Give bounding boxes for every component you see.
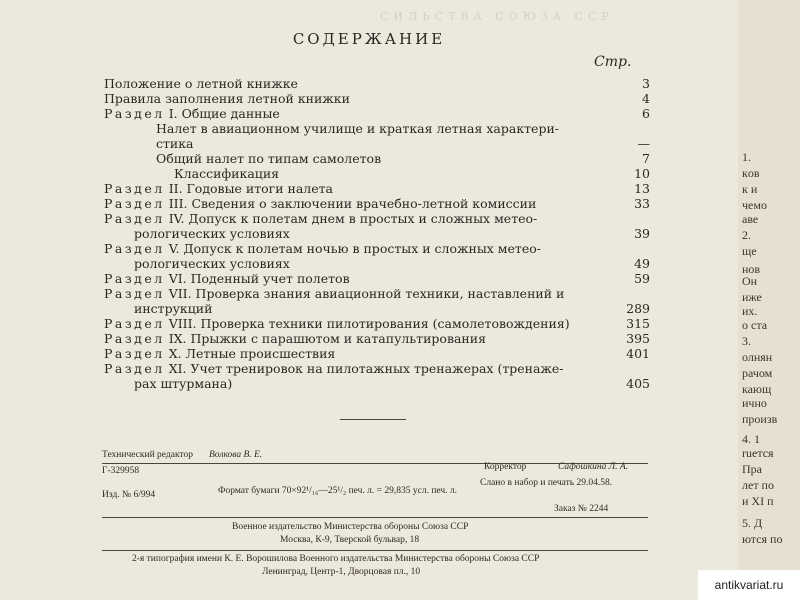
right-page-fragment: о ста bbox=[742, 318, 768, 332]
order-code: Г-329958 bbox=[102, 466, 140, 476]
right-page-fragment: 3. bbox=[742, 334, 751, 348]
entry-title: VI. Поденный учет полетов bbox=[164, 271, 350, 286]
section-prefix: Раздел bbox=[104, 331, 165, 346]
toc-page-number: 7 bbox=[642, 151, 650, 166]
rule bbox=[102, 550, 648, 551]
right-page-fragment: произв bbox=[742, 412, 778, 426]
page-title: СОДЕРЖАНИЕ bbox=[292, 30, 446, 48]
right-page-fragment: кoв bbox=[742, 166, 760, 180]
entry-title: V. Допуск к полетам ночью в простых и сложных метео- bbox=[164, 241, 541, 256]
order-number: Заказ № 2244 bbox=[554, 504, 609, 514]
entry-title: IV. Допуск к полетам днем в простых и сложных метео- bbox=[164, 211, 538, 226]
toc-page-number: 405 bbox=[626, 376, 650, 391]
right-page-fragment: олнян bbox=[742, 350, 773, 364]
section-prefix: Раздел bbox=[104, 241, 165, 256]
entry-title: стика bbox=[156, 136, 194, 151]
section-prefix: Раздел bbox=[104, 316, 165, 331]
section-prefix: Раздел bbox=[104, 211, 165, 226]
toc-page-number: 6 bbox=[642, 106, 650, 121]
right-page-fragment: ются по bbox=[742, 532, 783, 546]
entry-title: III. Сведения о заключении врачебно-летной комиссии bbox=[164, 196, 537, 211]
right-page-fragment: и XI п bbox=[742, 494, 774, 508]
right-page-fragment: 1. bbox=[742, 150, 751, 164]
toc-page-number: — bbox=[637, 136, 650, 151]
section-prefix: Раздел bbox=[104, 181, 165, 196]
entry-title: Классификация bbox=[174, 166, 280, 181]
right-page-fragment: кающ bbox=[742, 382, 772, 396]
entry-title: рах штурмана) bbox=[134, 376, 233, 391]
corrector-name: Сафошкина Л. А. bbox=[558, 462, 629, 472]
right-page-fragment: рачом bbox=[742, 366, 773, 380]
right-page-fragment: ruется bbox=[742, 446, 774, 460]
page-column-header: Стр. bbox=[594, 54, 632, 70]
entry-title: IX. Прыжки с парашютом и катапультирования bbox=[164, 331, 486, 346]
toc-page-number: 59 bbox=[634, 271, 650, 286]
watermark: antikvariat.ru bbox=[698, 570, 800, 600]
toc-page-number: 39 bbox=[634, 226, 650, 241]
right-page-fragment: Пра bbox=[742, 462, 762, 476]
right-page-fragment: чемо bbox=[742, 198, 767, 212]
entry-title: Правила заполнения летной книжки bbox=[104, 91, 350, 106]
section-prefix: Раздел bbox=[104, 361, 165, 376]
entry-title: Налет в авиационном училище и краткая летная характери- bbox=[156, 121, 560, 136]
right-page-fragment: их. bbox=[742, 304, 758, 318]
right-page-fragment: 4. 1 bbox=[742, 432, 760, 446]
section-prefix: Раздел bbox=[104, 271, 165, 286]
right-page-fragment: аве bbox=[742, 212, 759, 226]
section-prefix: Раздел bbox=[104, 286, 165, 301]
printer-line-1: 2-я типография имени К. Е. Ворошилова Военного издательства Министерства обороны Союза ССР bbox=[132, 554, 540, 564]
entry-title: VIII. Проверка техники пилотирования (самолетовождения) bbox=[164, 316, 570, 331]
entry-title: XI. Учет тренировок на пилотажных тренажерах (тренаже- bbox=[164, 361, 564, 376]
entry-title: Общий налет по типам самолетов bbox=[156, 151, 382, 166]
right-page-fragment: 5. Д bbox=[742, 516, 763, 530]
right-page-edge bbox=[738, 0, 800, 600]
toc-page-number: 13 bbox=[634, 181, 650, 196]
publisher-line-2: Москва, К-9, Тверской бульвар, 18 bbox=[280, 535, 420, 545]
toc-page-number: 4 bbox=[642, 91, 650, 106]
right-page-fragment: нов bbox=[742, 262, 761, 276]
right-page-fragment: Он bbox=[742, 274, 758, 288]
right-page-fragment: иже bbox=[742, 290, 762, 304]
entry-title: VII. Проверка знания авиационной техники, наставлений и bbox=[164, 286, 565, 301]
toc-page-number: 49 bbox=[634, 256, 650, 271]
paper-format: Формат бумаги 70×92¹/₁₆—25¹/₂ печ. л. = 29,835 усл. печ. л. bbox=[218, 486, 458, 496]
right-page-fragment: ще bbox=[742, 244, 757, 258]
rule bbox=[102, 517, 648, 518]
toc-page-number: 3 bbox=[642, 76, 650, 91]
publisher-line-1: Военное издательство Министерства обороны Союза ССР bbox=[232, 522, 469, 532]
entry-title: рологических условиях bbox=[134, 256, 290, 271]
printer-line-2: Ленинград, Центр-1, Дворцовая пл., 10 bbox=[262, 567, 421, 577]
tech-editor-label: Технический редактор bbox=[102, 450, 193, 460]
edition-number: Изд. № 6/994 bbox=[102, 490, 156, 500]
entry-title: I. Общие данные bbox=[164, 106, 280, 121]
section-prefix: Раздел bbox=[104, 106, 165, 121]
bleed-through-text: СИЛЬСТВА СОЮЗА ССР bbox=[380, 10, 614, 23]
entry-title: Положение о летной книжке bbox=[104, 76, 298, 91]
toc-page-number: 401 bbox=[626, 346, 650, 361]
right-page-fragment: к и bbox=[742, 182, 758, 196]
toc-page-number: 395 bbox=[626, 331, 650, 346]
right-page-fragment: лет по bbox=[742, 478, 774, 492]
tech-editor-name: Волкова В. Е. bbox=[209, 450, 263, 460]
toc-page-number: 289 bbox=[626, 301, 650, 316]
entry-title: рологических условиях bbox=[134, 226, 290, 241]
entry-title: инструкций bbox=[134, 301, 213, 316]
section-prefix: Раздел bbox=[104, 346, 165, 361]
right-page-fragment: ично bbox=[742, 396, 767, 410]
toc-page-number: 33 bbox=[634, 196, 650, 211]
corrector-label: Корректор bbox=[484, 462, 527, 472]
print-dates: Слано в набор и печать 29.04.58. bbox=[480, 478, 613, 488]
section-prefix: Раздел bbox=[104, 196, 165, 211]
right-page-fragment: 2. bbox=[742, 228, 751, 242]
toc-page-number: 315 bbox=[626, 316, 650, 331]
entry-title: X. Летные происшествия bbox=[164, 346, 336, 361]
entry-title: II. Годовые итоги налета bbox=[164, 181, 334, 196]
toc-page-number: 10 bbox=[634, 166, 650, 181]
